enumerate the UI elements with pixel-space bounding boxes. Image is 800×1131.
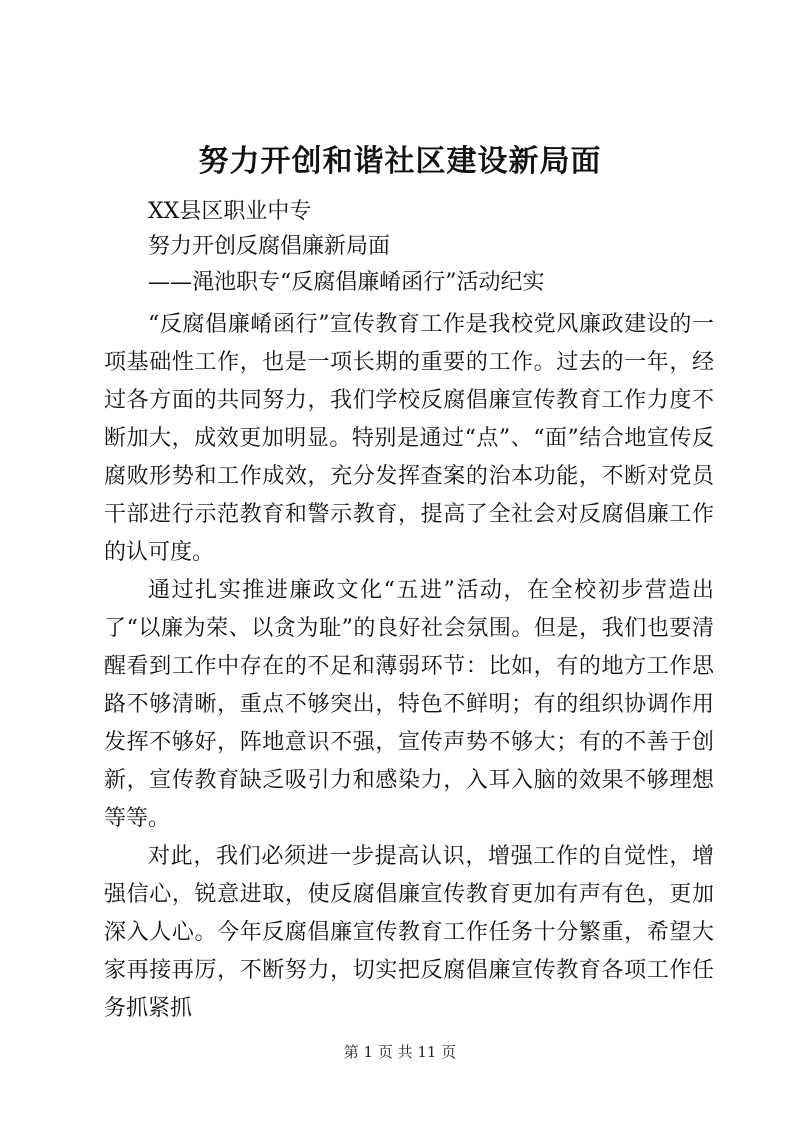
page-number-footer: 第 1 页 共 11 页 <box>343 1043 457 1061</box>
subtitle-line: 努力开创反腐倡廉新局面 <box>148 234 391 259</box>
paragraph: 通过扎实推进廉政文化“五进”活动，在全校初步营造出了“以廉为荣、以贪为耻”的良好社会氛围。但是，我们也要清醒看到工作中存在的不足和薄弱环节：比如，有的地方工作思路不够清晰，重点不够突出，特色不鲜明；有的组织协调作用发挥不够好，阵地意识不强，宣传声势不够大；有的不善于创新，宣传教育缺乏吸引力和感染力，入耳入脑的效果不够理想等等。 <box>104 578 714 831</box>
paragraph: 对此，我们必须进一步提高认识，增强工作的自觉性，增强信心，锐意进取，使反腐倡廉宣传教育更加有声有色，更加深入人心。今年反腐倡廉宣传教育工作任务十分繁重，希望大家再接再厉，不断努力，切实把反腐倡廉宣传教育各项工作任务抓紧抓 <box>104 844 714 1021</box>
paragraph: “反腐倡廉崤函行”宣传教育工作是我校党风廉政建设的一项基础性工作，也是一项长期的重要的工作。过去的一年，经过各方面的共同努力，我们学校反腐倡廉宣传教育工作力度不断加大，成效更加明显。特别是通过“点”、“面”结合地宣传反腐败形势和工作成效，充分发挥查案的治本功能，不断对党员干部进行示范教育和警示教育，提高了全社会对反腐倡廉工作的认可度。 <box>104 312 714 565</box>
page-title: 努力开创和谐社区建设新局面 <box>198 144 602 179</box>
subheading-line: ——渑池职专“反腐倡廉崤函行”活动纪实 <box>148 270 545 295</box>
organization-line: XX县区职业中专 <box>148 199 312 224</box>
body-text <box>104 306 714 1028</box>
